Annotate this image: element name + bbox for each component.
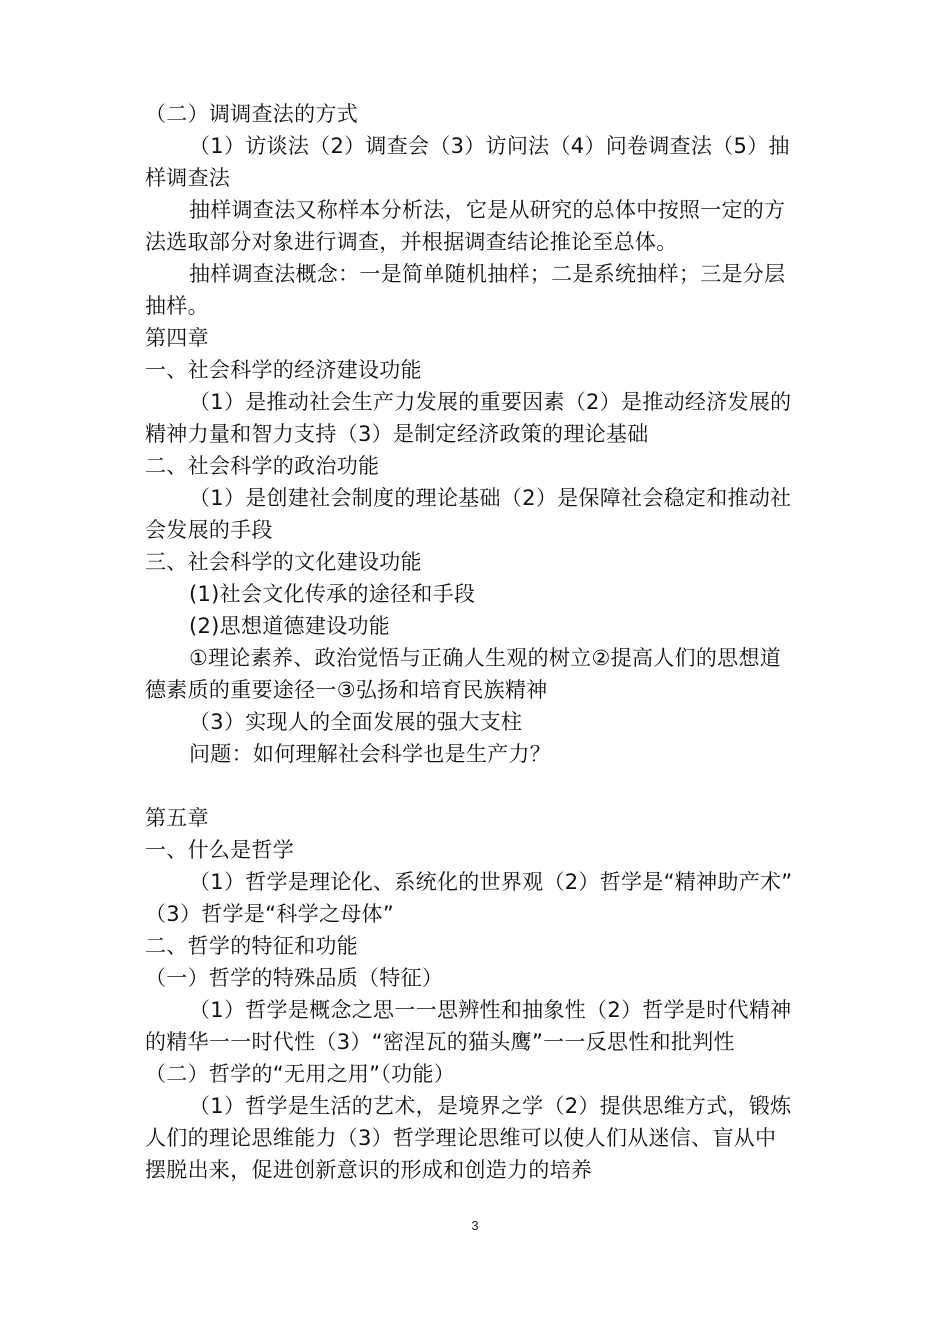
paragraph-line: 人们的理论思维能力（3）哲学理论思维可以使人们从迷信、盲从中 — [145, 1126, 777, 1150]
document-body — [145, 98, 810, 1186]
paragraph-line: ①理论素养、政治觉悟与正确人生观的树立②提高人们的思想道 — [189, 646, 782, 670]
paragraph-line: 精神力量和智力支持（3）是制定经济政策的理论基础 — [145, 422, 649, 446]
paragraph-line: 抽样调查法概念：一是简单随机抽样；二是系统抽样；三是分层 — [189, 262, 786, 286]
section-heading: 三、社会科学的文化建设功能 — [145, 550, 422, 574]
question-line: 问题：如何理解社会科学也是生产力？ — [189, 742, 552, 766]
paragraph-line: （1）是创建社会制度的理论基础（2）是保障社会稳定和推动社 — [189, 486, 792, 510]
chapter-heading: 第四章 — [145, 326, 209, 350]
paragraph-line: （1）是推动社会生产力发展的重要因素（2）是推动经济发展的 — [189, 390, 792, 414]
section-heading: 一、什么是哲学 — [145, 838, 295, 862]
paragraph-line: （1）访谈法（2）调查会（3）访问法（4）问卷调查法（5）抽 — [189, 134, 790, 158]
paragraph-line: （1）哲学是概念之思一一思辨性和抽象性（2）哲学是时代精神 — [189, 998, 792, 1022]
chapter-heading: 第五章 — [145, 806, 209, 830]
paragraph-line: 法选取部分对象进行调查，并根据调查结论推论至总体。 — [145, 230, 678, 254]
paragraph-line: 抽样调查法又称样本分析法，它是从研究的总体中按照一定的方 — [189, 198, 786, 222]
blank-line — [145, 770, 810, 802]
list-item: （3）实现人的全面发展的强大支柱 — [189, 710, 523, 734]
paragraph-line: （1）哲学是理论化、系统化的世界观（2）哲学是“精神助产术” — [189, 870, 793, 894]
paragraph-line: （3）哲学是“科学之母体” — [145, 902, 395, 926]
paragraph-line: （1）哲学是生活的艺术，是境界之学（2）提供思维方式，锻炼 — [189, 1094, 792, 1118]
paragraph-line: 抽样。 — [145, 294, 209, 318]
section-heading: 二、哲学的特征和功能 — [145, 934, 358, 958]
page-number: 3 — [471, 1218, 479, 1233]
section-heading: （二）调调查法的方式 — [145, 102, 358, 126]
section-heading: 一、社会科学的经济建设功能 — [145, 358, 422, 382]
section-heading: 二、社会科学的政治功能 — [145, 454, 380, 478]
paragraph-line: 会发展的手段 — [145, 518, 273, 542]
paragraph-line: 德素质的重要途径一③弘扬和培育民族精神 — [145, 678, 548, 702]
paragraph-line: 样调查法 — [145, 166, 231, 190]
list-item: (2)思想道德建设功能 — [189, 614, 391, 638]
list-item: (1)社会文化传承的途径和手段 — [189, 582, 476, 606]
subsection-heading: （一）哲学的特殊品质（特征） — [145, 966, 444, 990]
paragraph-line: 摆脱出来，促进创新意识的形成和创造力的培养 — [145, 1158, 593, 1182]
subsection-heading: （二）哲学的“无用之用”（功能） — [145, 1062, 456, 1086]
paragraph-line: 的精华一一时代性（3）“密涅瓦的猫头鹰”一一反思性和批判性 — [145, 1030, 735, 1054]
